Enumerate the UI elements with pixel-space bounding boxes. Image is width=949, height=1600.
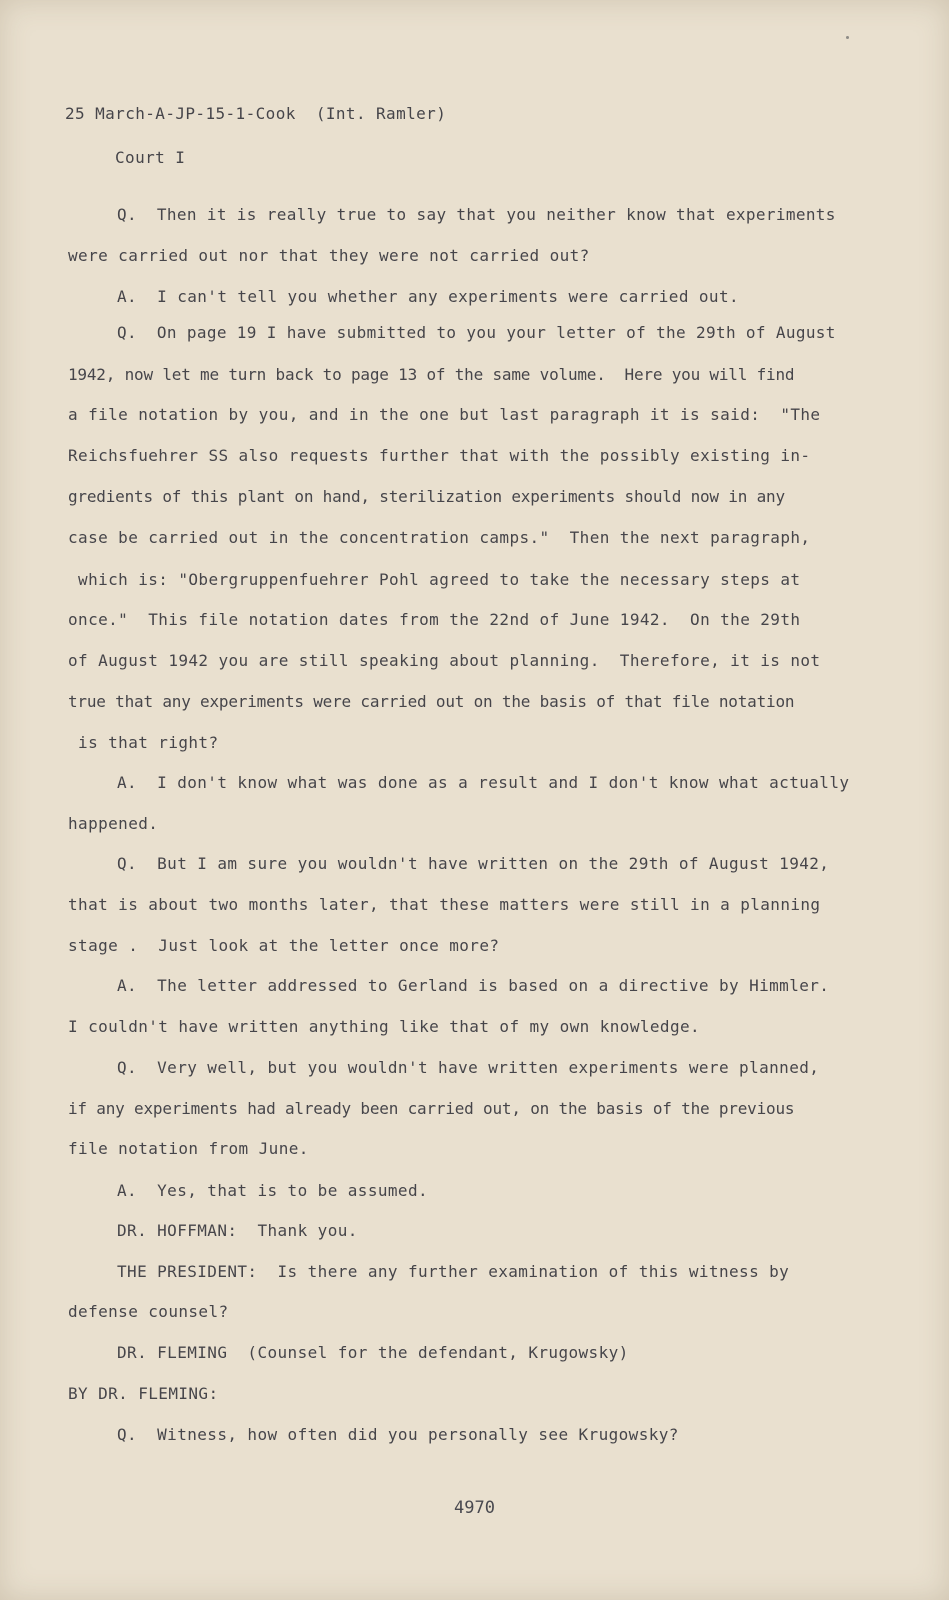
transcript-line: happened.: [68, 814, 159, 833]
transcript-line: 1942, now let me turn back to page 13 of the same volume. Here you will find: [68, 365, 795, 384]
transcript-line: a file notation by you, and in the one but last paragraph it is said: "The: [68, 405, 821, 424]
transcript-line: which is: "Obergruppenfuehrer Pohl agreed to take the necessary steps at: [68, 570, 801, 589]
transcript-line: BY DR. FLEMING:: [68, 1384, 219, 1403]
transcript-line: if any experiments had already been carried out, on the basis of the previous: [68, 1099, 795, 1118]
transcript-line: THE PRESIDENT: Is there any further examination of this witness by: [117, 1262, 790, 1281]
transcript-line: Reichsfuehrer SS also requests further that with the possibly existing in-: [68, 446, 811, 465]
transcript-line: case be carried out in the concentration camps." Then the next paragraph,: [68, 528, 811, 547]
document-header: 25 March-A-JP-15-1-Cook (Int. Ramler): [65, 104, 447, 123]
transcript-line: Q. On page 19 I have submitted to you your letter of the 29th of August: [117, 323, 836, 342]
transcript-line: DR. FLEMING (Counsel for the defendant, Krugowsky): [117, 1343, 629, 1362]
transcript-line: DR. HOFFMAN: Thank you.: [117, 1221, 358, 1240]
transcript-line: A. The letter addressed to Gerland is based on a directive by Himmler.: [117, 976, 830, 995]
transcript-line: I couldn't have written anything like that of my own knowledge.: [68, 1017, 701, 1036]
transcript-line: once." This file notation dates from the 22nd of June 1942. On the 29th: [68, 610, 801, 629]
court-label: Court I: [115, 148, 186, 167]
transcript-line: defense counsel?: [68, 1302, 229, 1321]
transcript-line: Q. But I am sure you wouldn't have written on the 29th of August 1942,: [117, 854, 830, 873]
transcript-line: A. I don't know what was done as a result and I don't know what actually: [117, 773, 850, 792]
transcript-line: true that any experiments were carried out on the basis of that file notation: [68, 692, 795, 711]
transcript-line: A. Yes, that is to be assumed.: [117, 1181, 429, 1200]
transcript-line: file notation from June.: [68, 1139, 309, 1158]
paper-speck: [846, 36, 849, 39]
transcript-line: Q. Witness, how often did you personally see Krugowsky?: [117, 1425, 679, 1444]
page-number: 4970: [454, 1498, 495, 1518]
transcript-line: stage . Just look at the letter once more?: [68, 936, 500, 955]
transcript-line: of August 1942 you are still speaking about planning. Therefore, it is not: [68, 651, 821, 670]
transcript-line: were carried out nor that they were not carried out?: [68, 246, 590, 265]
transcript-line: A. I can't tell you whether any experiments were carried out.: [117, 287, 740, 306]
transcript-line: Q. Very well, but you wouldn't have written experiments were planned,: [117, 1058, 820, 1077]
transcript-line: that is about two months later, that these matters were still in a planning: [68, 895, 821, 914]
transcript-line: Q. Then it is really true to say that you neither know that experiments: [117, 205, 836, 224]
transcript-line: gredients of this plant on hand, sterilization experiments should now in any: [68, 487, 785, 506]
transcript-line: is that right?: [68, 733, 219, 752]
